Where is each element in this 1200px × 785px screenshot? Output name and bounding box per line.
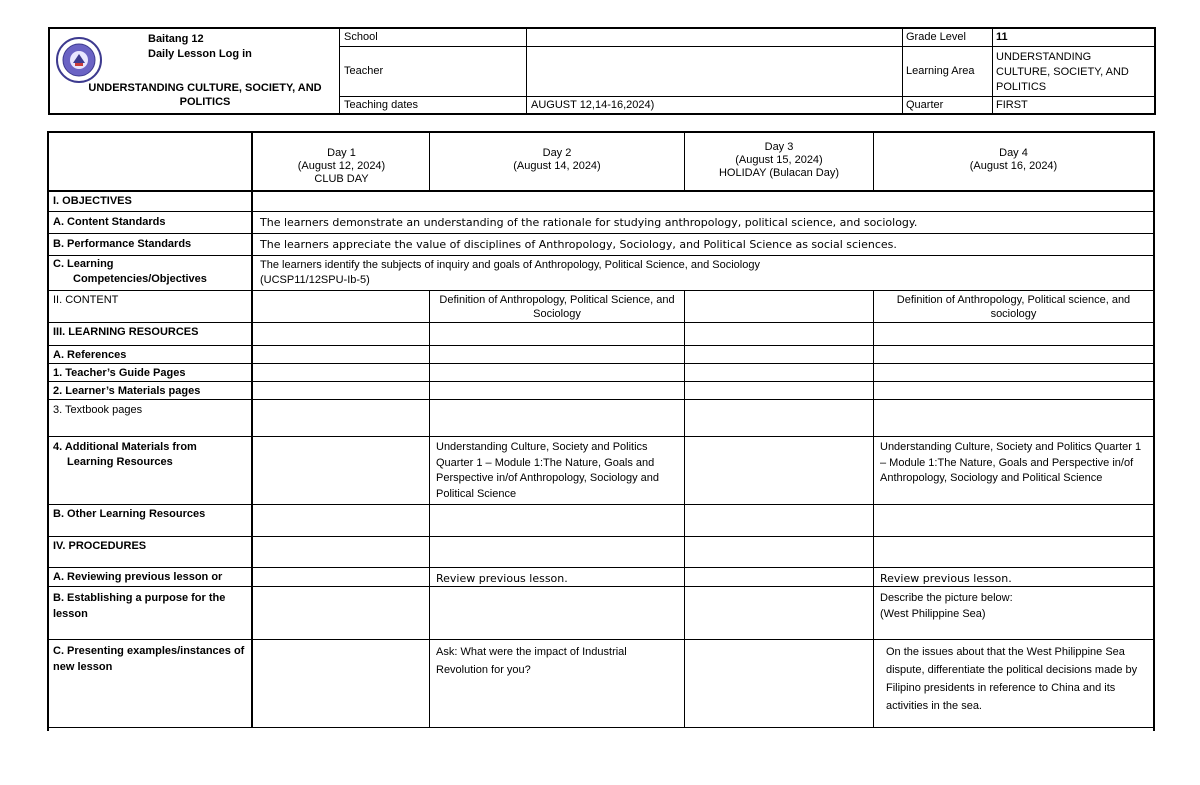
content-label: II. CONTENT bbox=[49, 291, 253, 322]
purpose-label: B. Establishing a purpose for the lesson bbox=[49, 587, 253, 639]
day-2-date: (August 14, 2024) bbox=[513, 160, 601, 172]
header-title-block bbox=[50, 29, 340, 113]
learning-area-label: Learning Area bbox=[906, 65, 975, 77]
references-row bbox=[49, 346, 1153, 364]
textbook-pages-label: 3. Textbook pages bbox=[49, 400, 253, 436]
day-3-note: HOLIDAY (Bulacan Day) bbox=[718, 167, 840, 179]
reviewing-row bbox=[49, 568, 1153, 587]
school-label: School bbox=[344, 31, 378, 43]
lr-day-3 bbox=[685, 323, 874, 345]
additional-materials-day-4: Understanding Culture, Society and Politics Quarter 1 – Module 1:The Nature, Goals and Perspective in/of Anthropology, Sociology and Political Science bbox=[880, 441, 1142, 484]
teaching-dates-value: AUGUST 12,14-16,2024) bbox=[531, 99, 655, 111]
content-standards-text: The learners demonstrate an understanding of the rationale for studying anthropology, political science, and sociology. bbox=[260, 216, 918, 229]
teacher-label: Teacher bbox=[344, 65, 384, 77]
day-3-title: Day 3 bbox=[764, 141, 794, 153]
rev-day-3 bbox=[685, 568, 874, 586]
ref-day-4 bbox=[874, 346, 1153, 363]
header-info-grid bbox=[340, 29, 1154, 113]
olr-day-3 bbox=[685, 505, 874, 536]
school-field[interactable] bbox=[527, 29, 535, 33]
day-1-header bbox=[254, 133, 430, 190]
proc-day-2 bbox=[430, 537, 685, 567]
lesson-log-header bbox=[48, 27, 1156, 115]
rev-day-1 bbox=[254, 568, 430, 586]
reviewing-day-4: Review previous lesson. bbox=[880, 572, 1012, 585]
tg-pages-label: 1. Teacher’s Guide Pages bbox=[49, 364, 253, 381]
lm-day-2 bbox=[430, 382, 685, 399]
reviewing-day-2: Review previous lesson. bbox=[430, 568, 685, 586]
teaching-dates-label: Teaching dates bbox=[344, 99, 418, 111]
objectives-label: I. OBJECTIVES bbox=[49, 192, 253, 211]
reviewing-label: A. Reviewing previous lesson or bbox=[49, 568, 253, 586]
lr-day-2 bbox=[430, 323, 685, 345]
content-day-3 bbox=[685, 291, 874, 322]
tg-day-3 bbox=[685, 364, 874, 381]
presenting-day-4: On the issues about that the West Philippine Sea dispute, differentiate the political decisions made by Filipino presidents in reference to China and its activities in the sea. bbox=[886, 646, 1138, 712]
lm-day-3 bbox=[685, 382, 874, 399]
performance-standards-row bbox=[49, 234, 1153, 256]
quarter-value: FIRST bbox=[996, 99, 1028, 111]
tb-day-4 bbox=[874, 400, 1153, 436]
pur-day-2 bbox=[430, 587, 685, 639]
competencies-label-line1: C. Learning bbox=[53, 258, 114, 270]
ref-day-1 bbox=[254, 346, 430, 363]
am-day-1 bbox=[254, 437, 430, 504]
proc-day-1 bbox=[254, 537, 430, 567]
grade-level-value: 11 bbox=[996, 31, 1008, 43]
lm-pages-label: 2. Learner’s Materials pages bbox=[49, 382, 253, 399]
competencies-label bbox=[49, 256, 253, 290]
lr-day-4 bbox=[874, 323, 1153, 345]
additional-materials-day-2: Understanding Culture, Society and Politics Quarter 1 – Module 1:The Nature, Goals and Perspective in/of Anthropology, Sociology and Political Science bbox=[430, 437, 685, 504]
pres-day-1 bbox=[254, 640, 430, 727]
performance-standards-text: The learners appreciate the value of disciplines of Anthropology, Sociology, and Political Science as social sciences. bbox=[260, 238, 897, 251]
proc-day-3 bbox=[685, 537, 874, 567]
competencies-description: The learners identify the subjects of inquiry and goals of Anthropology, Political Science, and Sociology bbox=[260, 259, 760, 271]
day-1-title: Day 1 bbox=[327, 147, 356, 159]
tb-day-2 bbox=[430, 400, 685, 436]
performance-standards-label: B. Performance Standards bbox=[49, 234, 253, 255]
purpose-row bbox=[49, 587, 1153, 640]
content-standards-row bbox=[49, 212, 1153, 234]
procedures-row bbox=[49, 537, 1153, 568]
competencies-text bbox=[254, 256, 1153, 290]
additional-materials-label-line1: 4. Additional Materials from bbox=[53, 441, 197, 453]
teacher-field[interactable] bbox=[527, 63, 535, 67]
purpose-day-4 bbox=[874, 587, 1153, 639]
competencies-code: (UCSP11/12SPU-Ib-5) bbox=[260, 274, 370, 286]
pres-day-3 bbox=[685, 640, 874, 727]
content-day-2: Definition of Anthropology, Political Science, and Sociology bbox=[430, 291, 685, 322]
presenting-row bbox=[49, 640, 1153, 728]
competencies-label-line2: Competencies/Objectives bbox=[73, 273, 207, 285]
additional-materials-label bbox=[49, 437, 253, 504]
lm-day-4 bbox=[874, 382, 1153, 399]
ref-day-2 bbox=[430, 346, 685, 363]
tb-day-1 bbox=[254, 400, 430, 436]
content-day-4: Definition of Anthropology, Political science, and sociology bbox=[896, 294, 1131, 320]
day-1-date: (August 12, 2024) bbox=[297, 160, 386, 172]
lm-day-1 bbox=[254, 382, 430, 399]
objectives-row bbox=[49, 192, 1153, 212]
day-2-header bbox=[430, 133, 685, 190]
day-3-date: (August 15, 2024) bbox=[735, 154, 823, 166]
additional-materials-label-line2: Learning Resources bbox=[67, 456, 173, 468]
lm-pages-row bbox=[49, 382, 1153, 400]
proc-day-4 bbox=[874, 537, 1153, 567]
day-2-title: Day 2 bbox=[542, 147, 572, 159]
ref-day-3 bbox=[685, 346, 874, 363]
tg-pages-row bbox=[49, 364, 1153, 382]
day-3-header bbox=[685, 133, 874, 190]
deped-seal-logo bbox=[56, 37, 102, 83]
day-4-title: Day 4 bbox=[999, 147, 1028, 159]
tg-day-1 bbox=[254, 364, 430, 381]
procedures-label: IV. PROCEDURES bbox=[49, 537, 253, 567]
olr-day-2 bbox=[430, 505, 685, 536]
daily-lesson-log-label: Daily Lesson Log in bbox=[148, 48, 252, 60]
content-standards-label: A. Content Standards bbox=[49, 212, 253, 233]
content-day-1 bbox=[254, 291, 430, 322]
purpose-day-4-line2: (West Philippine Sea) bbox=[880, 608, 986, 620]
learning-area-value: UNDERSTANDING CULTURE, SOCIETY, AND POLITICS bbox=[996, 51, 1129, 93]
subject-title: UNDERSTANDING CULTURE, SOCIETY, AND POLITICS bbox=[88, 82, 322, 108]
am-day-3 bbox=[685, 437, 874, 504]
additional-materials-row bbox=[49, 437, 1153, 505]
other-resources-label: B. Other Learning Resources bbox=[49, 505, 253, 536]
baitang-label: Baitang 12 bbox=[148, 33, 204, 45]
corner-cell bbox=[49, 133, 253, 190]
olr-day-4 bbox=[874, 505, 1153, 536]
content-row bbox=[49, 291, 1153, 323]
lesson-log-table bbox=[47, 131, 1155, 731]
presenting-label: C. Presenting examples/instances of new lesson bbox=[49, 640, 253, 727]
pur-day-1 bbox=[254, 587, 430, 639]
learning-resources-row bbox=[49, 323, 1153, 346]
tg-day-4 bbox=[874, 364, 1153, 381]
day-4-header bbox=[874, 133, 1153, 190]
tg-day-2 bbox=[430, 364, 685, 381]
presenting-day-2: Ask: What were the impact of Industrial Revolution for you? bbox=[430, 640, 685, 727]
pur-day-3 bbox=[685, 587, 874, 639]
textbook-pages-row bbox=[49, 400, 1153, 437]
purpose-day-4-line1: Describe the picture below: bbox=[880, 592, 1013, 604]
grade-level-label: Grade Level bbox=[906, 31, 966, 43]
learning-resources-label: III. LEARNING RESOURCES bbox=[49, 323, 253, 345]
day-4-date: (August 16, 2024) bbox=[969, 160, 1058, 172]
lr-day-1 bbox=[254, 323, 430, 345]
other-resources-row bbox=[49, 505, 1153, 537]
day-header-row bbox=[49, 133, 1153, 192]
references-label: A. References bbox=[49, 346, 253, 363]
tb-day-3 bbox=[685, 400, 874, 436]
day-1-note: CLUB DAY bbox=[314, 173, 369, 185]
olr-day-1 bbox=[254, 505, 430, 536]
quarter-label: Quarter bbox=[906, 99, 944, 111]
competencies-row bbox=[49, 256, 1153, 291]
